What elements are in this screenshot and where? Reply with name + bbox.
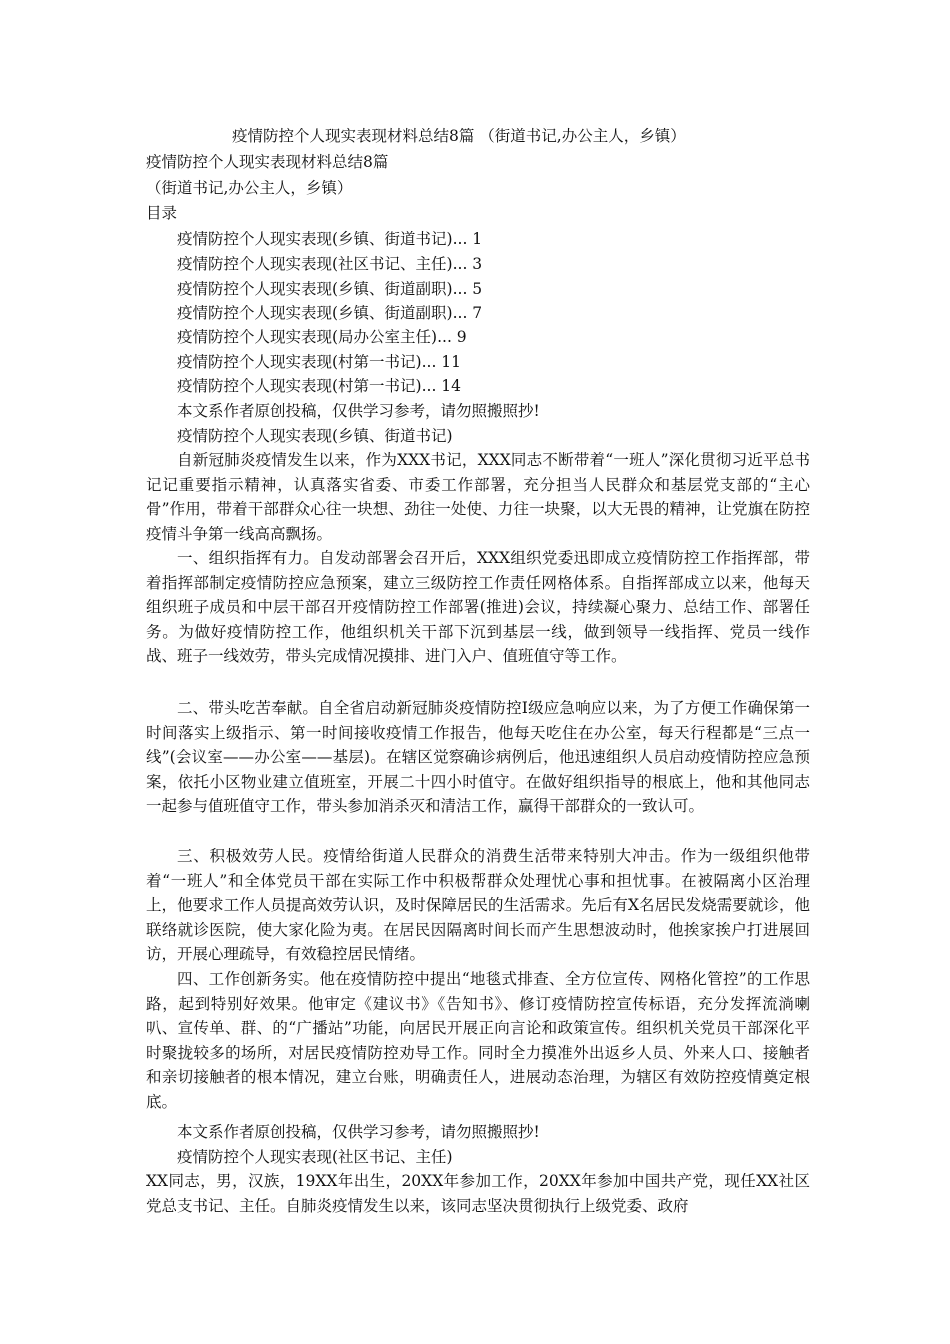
toc-item: 疫情防控个人现实表现(村第一书记)... 11 [177, 353, 462, 371]
toc-item: 疫情防控个人现实表现(村第一书记)... 14 [177, 377, 462, 395]
body-paragraph: 三、积极效劳人民。疫情给街道人民群众的消费生活带来特别大冲击。作为一级组织他带着“一班人”和全体党员干部在实际工作中积极帮群众处理忧心事和担忧事。在被隔离小区治理上，他要求工作人员提高效劳认识，及时保障居民的生活需求。先后有X名居民发烧需要就诊，他联络就诊医院，使大家化险为夷。在居民因隔离时间长而产生思想波动时，他挨家挨户打进展回访，开展心理疏导，有效稳控居民情绪。 [146, 847, 810, 964]
document-subtitle: （街道书记,办公主人，乡镇） [146, 179, 353, 197]
body-paragraph: 一、组织指挥有力。自发动部署会召开后，XXX组织党委迅即成立疫情防控工作指挥部，带着指挥部制定疫情防控应急预案，建立三级防控工作责任网格体系。自指挥部成立以来，他每天组织班子成员和中层干部召开疫情防控工作部署(推进)会议，持续凝心聚力、总结工作、部署任务。为做好疫情防控工作，他组织机关干部下沉到基层一线，做到领导一线指挥、党员一线作战、班子一线效劳，带头完成情况摸排、进门入户、值班值守等工作。 [146, 549, 810, 666]
body-paragraph: 四、工作创新务实。他在疫情防控中提出“地毯式排查、全方位宣传、网格化管控”的工作思路，起到特别好效果。他审定《建议书》《告知书》、修订疫情防控宣传标语，充分发挥流淌喇叭、宣传单、群、的“广播站”功能，向居民开展正向言论和政策宣传。组织机关党员干部深化平时聚拢较多的场所，对居民疫情防控劝导工作。同时全力摸准外出返乡人员、外来人口、接触者和亲切接触者的根本情况，建立台账，明确责任人，进展动态治理，为辖区有效防控疫情奠定根底。 [146, 970, 810, 1111]
toc-item: 疫情防控个人现实表现(乡镇、街道书记)... 1 [177, 230, 483, 248]
header-title: 疫情防控个人现实表现材料总结8篇 （街道书记,办公主人，乡镇） [232, 127, 686, 145]
toc-item: 疫情防控个人现实表现(社区书记、主任)... 3 [177, 255, 483, 273]
toc-item: 疫情防控个人现实表现(局办公室主任)... 9 [177, 328, 467, 346]
section-heading: 疫情防控个人现实表现(乡镇、街道书记) [177, 427, 453, 445]
body-paragraph: XX同志，男，汉族，19XX年出生，20XX年参加工作，20XX年参加中国共产党，现任XX社区党总支书记、主任。自肺炎疫情发生以来，该同志坚决贯彻执行上级党委、政府 [146, 1172, 810, 1215]
toc-item: 疫情防控个人现实表现(乡镇、街道副职)... 7 [177, 304, 483, 322]
section-heading: 疫情防控个人现实表现(社区书记、主任) [177, 1148, 453, 1166]
body-paragraph: 自新冠肺炎疫情发生以来，作为XXX书记，XXX同志不断带着“一班人”深化贯彻习近平总书记记重要指示精神，认真落实省委、市委工作部署，充分担当人民群众和基层党支部的“主心骨”作用，带着干部群众心往一块想、劲往一处使、力往一块聚，以大无畏的精神，让党旗在防控疫情斗争第一线高高飘扬。 [146, 451, 810, 543]
copyright-notice: 本文系作者原创投稿，仅供学习参考，请勿照搬照抄! [177, 1123, 540, 1141]
document-title: 疫情防控个人现实表现材料总结8篇 [146, 153, 389, 171]
body-paragraph: 二、带头吃苦奉献。自全省启动新冠肺炎疫情防控Ⅰ级应急响应以来，为了方便工作确保第一时间落实上级指示、第一时间接收疫情工作报告，他每天吃住在办公室，每天行程都是“三点一线”(会议室——办公室——基层)。在辖区觉察确诊病例后，他迅速组织人员启动疫情防控应急预案，依托小区物业建立值班室，开展二十四小时值守。在做好组织指导的根底上，他和其他同志一起参与值班值守工作，带头参加消杀灭和清洁工作，赢得干部群众的一致认可。 [146, 699, 810, 816]
toc-item: 疫情防控个人现实表现(乡镇、街道副职)... 5 [177, 280, 483, 298]
toc-heading: 目录 [146, 204, 178, 222]
copyright-notice: 本文系作者原创投稿，仅供学习参考，请勿照搬照抄! [177, 402, 540, 420]
